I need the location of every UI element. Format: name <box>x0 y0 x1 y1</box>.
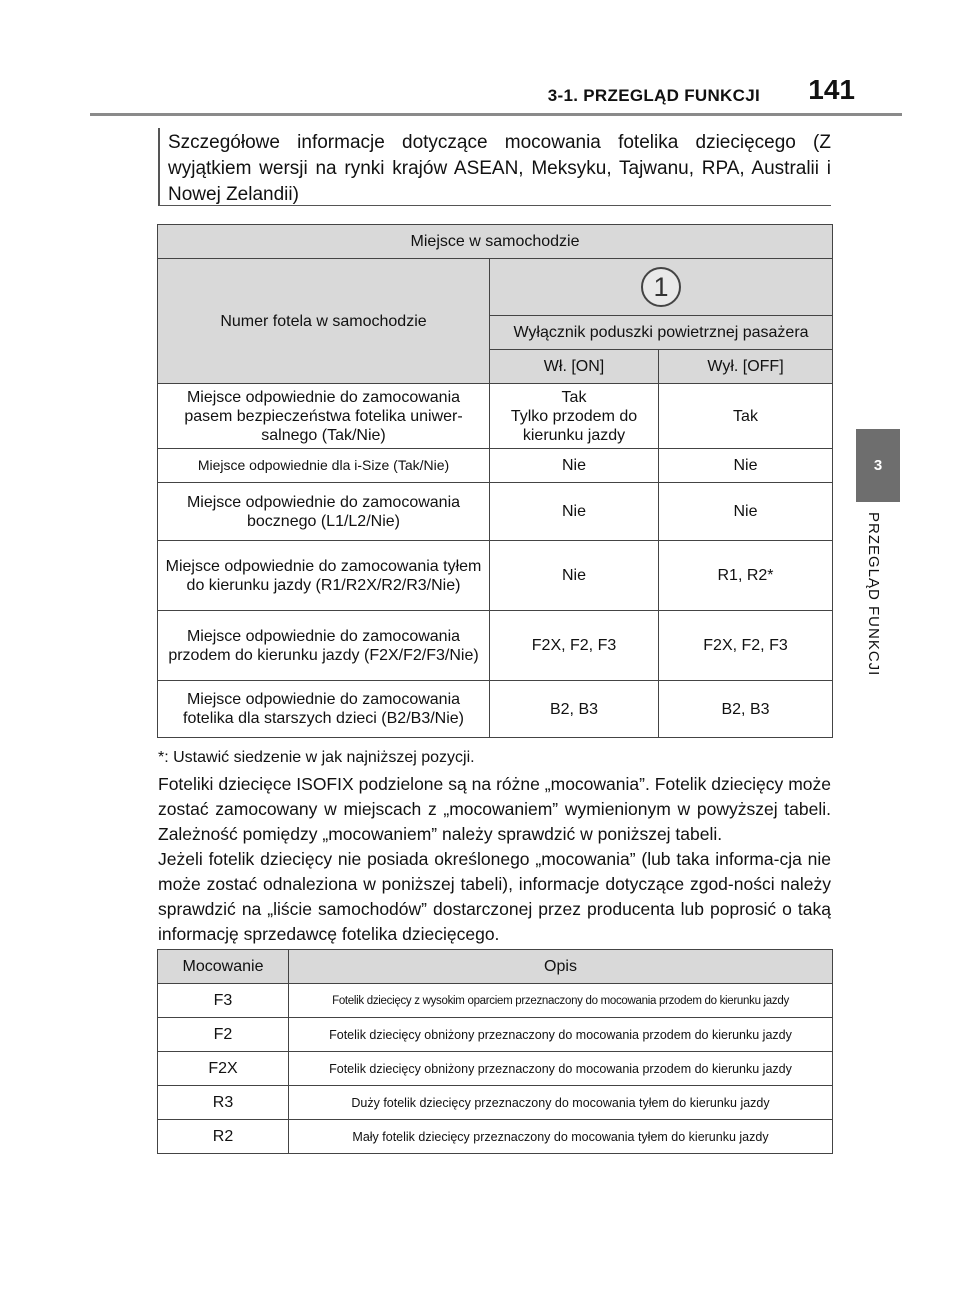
row-off-value: R1, R2* <box>659 541 833 611</box>
fixture-header: Mocowanie <box>158 950 289 984</box>
row-off-value: F2X, F2, F3 <box>659 611 833 681</box>
fixture-description: Duży fotelik dziecięcy przeznaczony do mocowania tyłem do kierunku jazdy <box>289 1086 833 1120</box>
chapter-tab[interactable]: 3 <box>856 429 900 502</box>
switch-on-header: Wł. [ON] <box>490 350 659 384</box>
location-header: Miejsce w samochodzie <box>158 225 833 259</box>
fixture-code: F3 <box>158 984 289 1018</box>
row-label: Miejsce odpowiednie do zamocowania tyłem do kierunku jazdy (R1/R2X/R2/R3/Nie) <box>158 541 490 611</box>
row-on-value: Nie <box>490 449 659 483</box>
row-on-value: Tak Tylko przodem do kierunku jazdy <box>490 384 659 449</box>
fixture-description: Fotelik dziecięcy obniżony przeznaczony do mocowania przodem do kierunku jazdy <box>289 1052 833 1086</box>
fixture-table <box>157 949 833 1154</box>
paragraph: Foteliki dziecięce ISOFIX podzielone są na różne „mocowania”. Fotelik dziecięcy może zostać zamocowany w miejscach z „mocowaniem” wymienionym w powyższej tabeli. Zależność pomiędzy „mocowaniem” należy sprawdzić w poniższej tabeli. <box>158 774 831 844</box>
seat-one-icon: 1 <box>641 267 681 307</box>
seat-symbol-cell <box>490 259 833 316</box>
airbag-switch-header: Wyłącznik poduszki powietrznej pasażera <box>490 316 833 350</box>
fixture-code: F2X <box>158 1052 289 1086</box>
row-on-value: B2, B3 <box>490 681 659 738</box>
section-title: 3-1. PRZEGLĄD FUNKCJI <box>547 86 760 105</box>
row-on-value: F2X, F2, F3 <box>490 611 659 681</box>
row-label: Miejsce odpowiednie do zamocowania fotelika dla starszych dzieci (B2/B3/Nie) <box>158 681 490 738</box>
row-on-value: Nie <box>490 541 659 611</box>
fixture-code: R3 <box>158 1086 289 1120</box>
row-off-value: Nie <box>659 483 833 541</box>
description-header: Opis <box>289 950 833 984</box>
intro-heading: Szczegółowe informacje dotyczące mocowania fotelika dziecięcego (Z wyjątkiem wersji na rynki krajów ASEAN, Meksyku, Tajwanu, RPA, Australii i Nowej Zelandii) <box>158 128 831 206</box>
footnote: *: Ustawić siedzenie w jak najniższej pozycji. <box>158 749 475 766</box>
fixture-description: Mały fotelik dziecięcy przeznaczony do mocowania tyłem do kierunku jazdy <box>289 1120 833 1154</box>
row-off-value: Tak <box>659 384 833 449</box>
fixture-code: R2 <box>158 1120 289 1154</box>
seat-positions-table <box>157 224 833 738</box>
row-off-value: Nie <box>659 449 833 483</box>
header-rule <box>90 113 902 116</box>
row-label: Miejsce odpowiednie do zamocowania bocznego (L1/L2/Nie) <box>158 483 490 541</box>
row-label: Miejsce odpowiednie do zamocowania przodem do kierunku jazdy (F2X/F2/F3/Nie) <box>158 611 490 681</box>
page-number: 141 <box>808 74 855 105</box>
switch-off-header: Wył. [OFF] <box>659 350 833 384</box>
paragraph: Jeżeli fotelik dziecięcy nie posiada określonego „mocowania” (lub taka informa-cja nie może zostać odnaleziona w poniższej tabeli), informacje dotyczące zgod-ności należy sprawdzić na „liście samochodów” dostarczonej przez producenta lub poprosić o taką informację sprzedawcę fotelika dziecięcego. <box>158 849 831 944</box>
row-label: Miejsce odpowiednie dla i-Size (Tak/Nie) <box>158 449 490 483</box>
row-label: Miejsce odpowiednie do zamocowania pasem bezpieczeństwa fotelika uniwer-salnego (Tak/Nie) <box>158 384 490 449</box>
chapter-tab-label: PRZEGLĄD FUNKCJI <box>865 512 882 677</box>
seat-number-header: Numer fotela w samochodzie <box>158 259 490 384</box>
body-text <box>158 772 831 947</box>
fixture-code: F2 <box>158 1018 289 1052</box>
fixture-description: Fotelik dziecięcy z wysokim oparciem przeznaczony do mocowania przodem do kierunku jazdy <box>289 984 833 1018</box>
row-on-value: Nie <box>490 483 659 541</box>
fixture-description: Fotelik dziecięcy obniżony przeznaczony do mocowania przodem do kierunku jazdy <box>289 1018 833 1052</box>
row-off-value: B2, B3 <box>659 681 833 738</box>
